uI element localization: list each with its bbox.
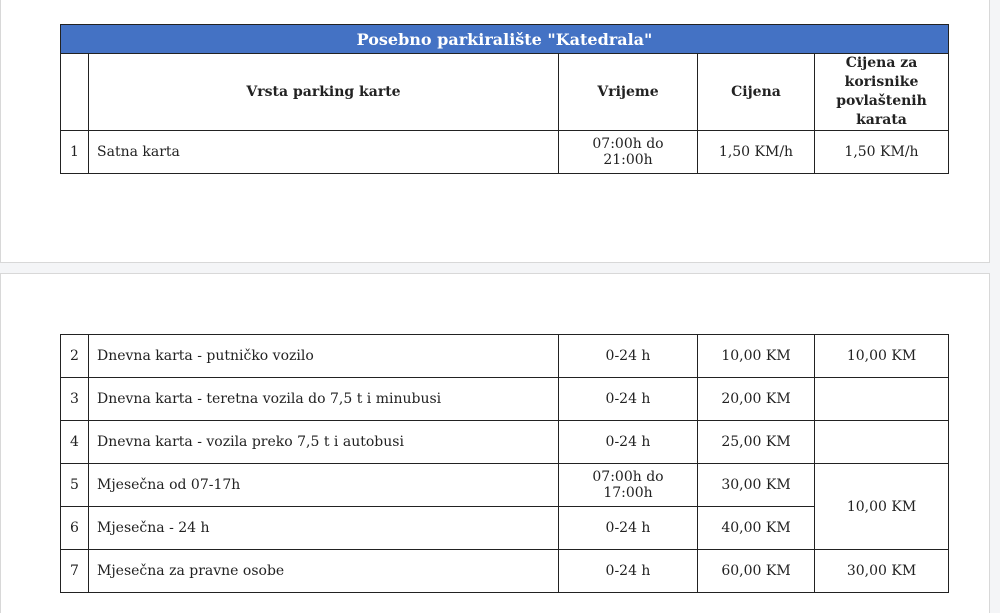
table-row <box>61 131 949 174</box>
row-privileged-price-merged: 10,00 KM <box>815 464 949 550</box>
row-ticket-type: Dnevna karta - vozila preko 7,5 t i autobusi <box>89 421 559 464</box>
row-ticket-type: Dnevna karta - putničko vozilo <box>89 335 559 378</box>
row-number: 6 <box>61 507 89 550</box>
row-ticket-type: Mjesečna - 24 h <box>89 507 559 550</box>
row-price: 40,00 KM <box>698 507 815 550</box>
row-price: 20,00 KM <box>698 378 815 421</box>
row-price: 10,00 KM <box>698 335 815 378</box>
row-privileged-price: 10,00 KM <box>815 335 949 378</box>
table-title: Posebno parkiralište "Katedrala" <box>61 25 949 54</box>
header-price: Cijena <box>698 54 815 131</box>
header-time: Vrijeme <box>559 54 698 131</box>
table-row <box>61 378 949 421</box>
row-privileged-price: 1,50 KM/h <box>815 131 949 174</box>
row-number: 1 <box>61 131 89 174</box>
row-time: 0-24 h <box>559 550 698 593</box>
row-time: 07:00h do 17:00h <box>559 464 698 507</box>
table-title-row <box>61 25 949 54</box>
row-privileged-price: 30,00 KM <box>815 550 949 593</box>
row-time: 0-24 h <box>559 421 698 464</box>
row-number: 5 <box>61 464 89 507</box>
row-number: 7 <box>61 550 89 593</box>
table-header-row <box>61 54 949 131</box>
row-number: 2 <box>61 335 89 378</box>
row-number: 4 <box>61 421 89 464</box>
table-row <box>61 550 949 593</box>
row-number: 3 <box>61 378 89 421</box>
header-ticket-type: Vrsta parking karte <box>89 54 559 131</box>
row-price: 30,00 KM <box>698 464 815 507</box>
row-ticket-type: Dnevna karta - teretna vozila do 7,5 t i minubusi <box>89 378 559 421</box>
row-ticket-type: Satna karta <box>89 131 559 174</box>
table-row <box>61 464 949 507</box>
row-time: 0-24 h <box>559 335 698 378</box>
table-row <box>61 335 949 378</box>
header-number <box>61 54 89 131</box>
row-ticket-type: Mjesečna od 07-17h <box>89 464 559 507</box>
table-row <box>61 421 949 464</box>
row-privileged-price <box>815 421 949 464</box>
row-ticket-type: Mjesečna za pravne osobe <box>89 550 559 593</box>
row-price: 25,00 KM <box>698 421 815 464</box>
header-privileged-price: Cijena za korisnike povlaštenih karata <box>815 54 949 131</box>
row-price: 1,50 KM/h <box>698 131 815 174</box>
row-time: 07:00h do 21:00h <box>559 131 698 174</box>
parking-price-table-katedrala <box>60 24 949 174</box>
row-privileged-price <box>815 378 949 421</box>
row-time: 0-24 h <box>559 378 698 421</box>
parking-price-table-continued <box>60 334 949 593</box>
row-time: 0-24 h <box>559 507 698 550</box>
row-price: 60,00 KM <box>698 550 815 593</box>
